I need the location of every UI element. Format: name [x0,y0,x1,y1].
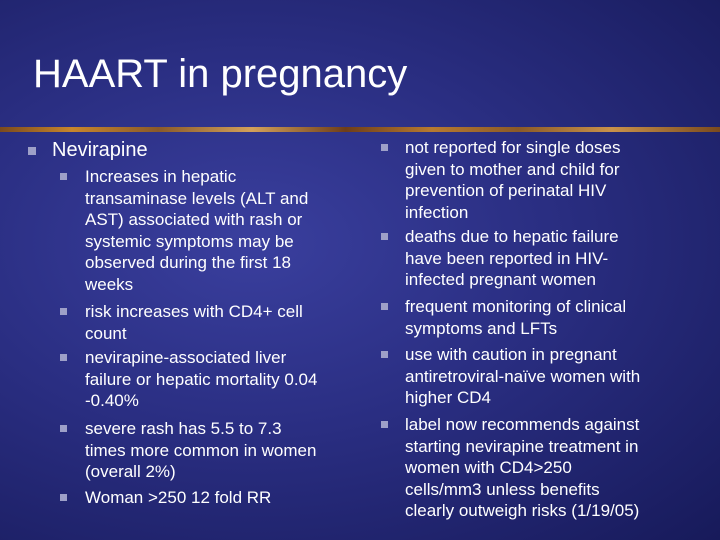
right-item-0-line: infection [405,202,469,222]
left-item-4 [85,487,271,509]
right-item-1-line: infected pregnant women [405,270,596,289]
right-item-2-line: symptoms and LFTs [405,318,558,338]
slide-title: HAART in pregnancy [33,52,408,96]
right-item-2 [405,296,626,339]
left-item-2-line: nevirapine-associated liver [85,348,287,367]
right-item-4 [405,414,639,522]
left-item-3-line: severe rash has 5.5 to 7.3 [85,419,282,438]
bullet-icon [60,173,67,180]
left-item-2 [85,347,317,412]
bullet-icon [381,351,388,358]
bullet-icon [60,494,67,501]
right-item-4-line: clearly outweigh risks (1/19/05) [405,501,640,520]
right-item-1-line: deaths due to hepatic failure [405,227,619,246]
left-item-1-line: risk increases with CD4+ cell [85,302,303,321]
right-item-3-line: use with caution in pregnant [405,345,617,364]
left-item-0-line: weeks [85,274,134,294]
left-item-0-line: AST) associated with rash or [85,210,303,229]
left-item-3 [85,418,316,483]
bullet-icon [60,425,67,432]
left-item-0-line: systemic symptoms may be [85,231,294,251]
left-item-0-line: observed during the first 18 [85,253,292,272]
left-item-3-line: (overall 2%) [85,462,176,481]
left-item-4-line: Woman >250 12 fold RR [85,488,272,507]
right-item-4-line: label now recommends against [405,415,640,434]
right-item-4-line: starting nevirapine treatment in [405,436,639,456]
bullet-icon [28,147,36,155]
right-item-4-line: women with CD4>250 [405,458,572,477]
right-item-2-line: frequent monitoring of clinical [405,297,627,316]
bullet-icon [60,354,67,361]
right-item-1-line: have been reported in HIV- [405,248,609,268]
right-item-0-line: given to mother and child for [405,159,620,179]
right-item-4-line: cells/mm3 unless benefits [405,479,600,499]
title-divider [0,127,720,132]
bullet-icon [381,421,388,428]
left-item-1 [85,301,303,344]
right-item-1 [405,226,619,291]
left-item-0 [85,166,308,295]
left-item-3-line: times more common in women [85,440,317,460]
left-item-1-line: count [85,323,127,343]
bullet-icon [381,303,388,310]
left-heading: Nevirapine [52,139,148,161]
bullet-icon [381,233,388,240]
left-item-2-line: failure or hepatic mortality 0.04 [85,369,318,389]
bullet-icon [60,308,67,315]
right-item-0 [405,137,620,223]
right-item-0-line: prevention of perinatal HIV [405,181,607,200]
left-item-2-line: -0.40% [85,391,139,410]
left-item-0-line: transaminase levels (ALT and [85,188,309,208]
right-item-3 [405,344,640,409]
right-item-3-line: higher CD4 [405,388,491,407]
bullet-icon [381,144,388,151]
right-item-0-line: not reported for single doses [405,138,621,157]
left-item-0-line: Increases in hepatic [85,167,237,186]
right-item-3-line: antiretroviral-naïve women with [405,366,641,386]
